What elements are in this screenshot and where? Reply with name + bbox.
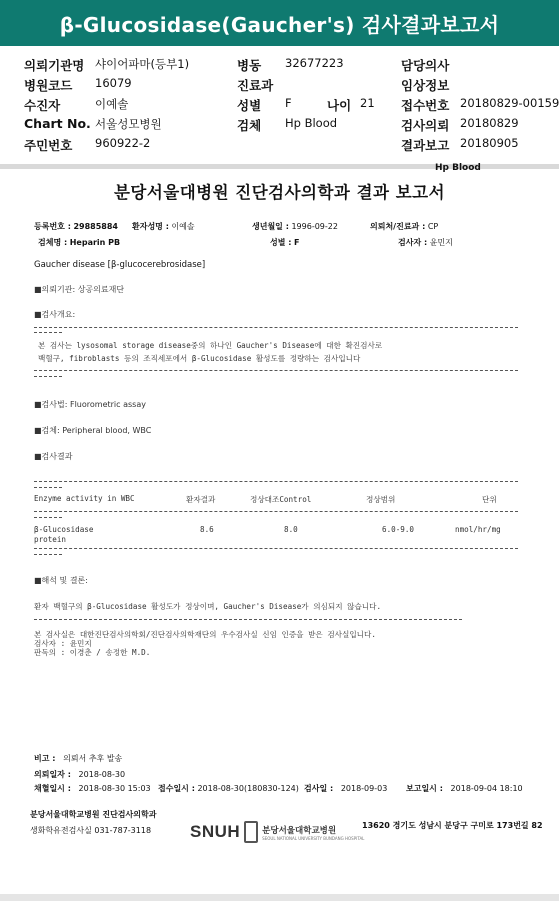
cert-text: 본 검사실은 대한진단검사의학회/진단검사의학재단의 우수검사실 신임 인증을 받은 검사실입니다. [34, 630, 376, 639]
value-receipt-no: 20180829-00159 [460, 96, 559, 110]
header-row [0, 136, 559, 156]
remark: 비고 : 의뢰서 추후 발송 [34, 754, 123, 763]
department: 의뢰처/진료과 : CP [370, 222, 439, 231]
table-header-range: 정상범위 [366, 495, 396, 504]
label-doctor: 담당의사 [401, 58, 450, 73]
header-row [0, 76, 559, 96]
emblem-icon [244, 821, 258, 843]
document-title: 분당서울대병원 진단검사의학과 결과 보고서 [113, 183, 446, 202]
interp-label: ■해석 및 결론: [34, 576, 88, 585]
label-patient: 수진자 [24, 98, 61, 113]
label-receipt-no: 접수번호 [401, 98, 450, 113]
receipt-date: 접수일시 : 2018-08-30(180830-124) [158, 784, 299, 793]
value-request-date: 20180829 [460, 116, 519, 130]
institution: ■의뢰기관: 상공의료재단 [34, 285, 125, 294]
dashed-line [34, 517, 62, 518]
dashed-line [34, 487, 62, 488]
label-result-report: 결과보고 [401, 138, 450, 153]
label-age: 나이 [327, 98, 352, 113]
value-specimen: Hp Blood [285, 116, 338, 130]
tester: 검사자 : 윤민지 [34, 639, 92, 648]
request-date: 의뢰일자 : 2018-08-30 [34, 770, 126, 779]
label-specimen: 검체 [237, 118, 262, 133]
report-title: β-Glucosidase(Gaucher's) 검사결과보고서 [59, 12, 500, 37]
lab-subdivision: 생화학유전검사실 031-787-3118 [30, 826, 152, 835]
bottom-band [0, 894, 559, 901]
hospital-name-block [262, 824, 364, 841]
dashed-line [34, 370, 518, 371]
header-row [0, 56, 559, 76]
label-request-date: 검사의뢰 [401, 118, 450, 133]
value-chart-no: 서울성모병원 [95, 117, 162, 131]
table-row-name: β-Glucosidase [34, 525, 94, 534]
label-sex: 성별 [237, 98, 262, 113]
header-info [0, 46, 559, 164]
interp-text: 환자 백혈구의 β-Glucosidase 활성도가 정상이며, Gaucher's Disease가 의심되지 않습니다. [34, 602, 382, 611]
reader: 판독의 : 이경춘 / 송정한 M.D. [34, 648, 151, 657]
hospital-name: 분당서울대학교병원 [262, 825, 337, 836]
results-label: ■검사결과 [34, 452, 73, 461]
header-row [0, 116, 559, 136]
report-title-bar [0, 0, 559, 46]
method: ■검사법: Fluorometric assay [34, 400, 146, 409]
dashed-line [34, 554, 62, 555]
label-department: 진료과 [237, 78, 274, 93]
hospital-logo [190, 821, 364, 843]
value-referral-inst: 샤이어파마(등부1) [95, 57, 190, 71]
table-row-range: 6.0-9.0 [382, 525, 415, 534]
dashed-line [34, 548, 518, 549]
label-clinical-info: 임상정보 [401, 78, 450, 93]
table-header-unit: 단위 [482, 495, 497, 504]
dashed-line [34, 481, 518, 482]
table-row-unit: nmol/hr/mg [455, 525, 501, 534]
dashed-line [34, 376, 62, 377]
overview-line: 본 검사는 lysosomal storage disease중의 하나인 Gaucher's Disease에 대한 확진검사로 [38, 341, 383, 350]
sex: 성별 : F [270, 238, 300, 247]
label-chart-no: Chart No. [24, 116, 91, 131]
collect-date: 채혈일시 : 2018-08-30 15:03 [34, 784, 151, 793]
test-date: 검사일 : 2018-09-03 [304, 784, 388, 793]
table-row-control: 8.0 [284, 525, 298, 534]
table-row-result: 8.6 [200, 525, 214, 534]
dashed-line [34, 327, 518, 328]
value-resident-no: 960922-2 [95, 136, 151, 150]
value-age: 21 [360, 96, 375, 110]
birth-date: 생년월일 : 1996-09-22 [252, 222, 338, 231]
table-row-name: protein [34, 535, 67, 544]
snuh-logo-text: SNUH [190, 822, 241, 841]
specimen-name: 검체명 : Heparin PB [38, 238, 121, 247]
label-ward: 병동 [237, 58, 262, 73]
specimen-line: ■검체: Peripheral blood, WBC [34, 426, 152, 435]
lab-name: 분당서울대학교병원 진단검사의학과 [30, 810, 157, 819]
dashed-line [34, 619, 462, 620]
dashed-line [34, 511, 518, 512]
address: 13620 경기도 성남시 분당구 구미로 173번길 82 [362, 821, 543, 830]
examiner: 검사자 : 윤민지 [398, 238, 453, 247]
overview-line: 백혈구, fibroblasts 등의 조직세포에서 β-Glucosidase 활성도를 정량하는 검사입니다 [38, 354, 361, 363]
patient-name: 환자성명 : 이예솔 [132, 222, 195, 231]
label-resident-no: 주민번호 [24, 138, 73, 153]
overview-label: ■검사개요: [34, 310, 76, 319]
value-ward: 32677223 [285, 56, 344, 70]
report-date: 보고일시 : 2018-09-04 18:10 [406, 784, 523, 793]
value-patient: 이예솔 [95, 97, 129, 111]
clipped-specimen-text: Hp Blood [435, 163, 481, 173]
hospital-name-en: SEOUL NATIONAL UNIVERSITY BUNDANG HOSPITAL [262, 835, 365, 841]
value-hospital-code: 16079 [95, 76, 132, 90]
reg-no: 등록번호 : 29885884 [34, 222, 118, 231]
report-document [0, 163, 559, 894]
table-header-control: 정상대조Control [250, 495, 312, 504]
test-name: Gaucher disease [β-glucocerebrosidase] [34, 260, 206, 270]
value-sex: F [285, 96, 292, 110]
dashed-line [34, 332, 62, 333]
label-hospital-code: 병원코드 [24, 78, 73, 93]
table-header-enzyme: Enzyme activity in WBC [34, 494, 135, 503]
label-referral-inst: 의뢰기관명 [24, 58, 85, 73]
header-row [0, 96, 559, 116]
table-header-result: 환자결과 [186, 495, 216, 504]
value-result-report: 20180905 [460, 136, 519, 150]
